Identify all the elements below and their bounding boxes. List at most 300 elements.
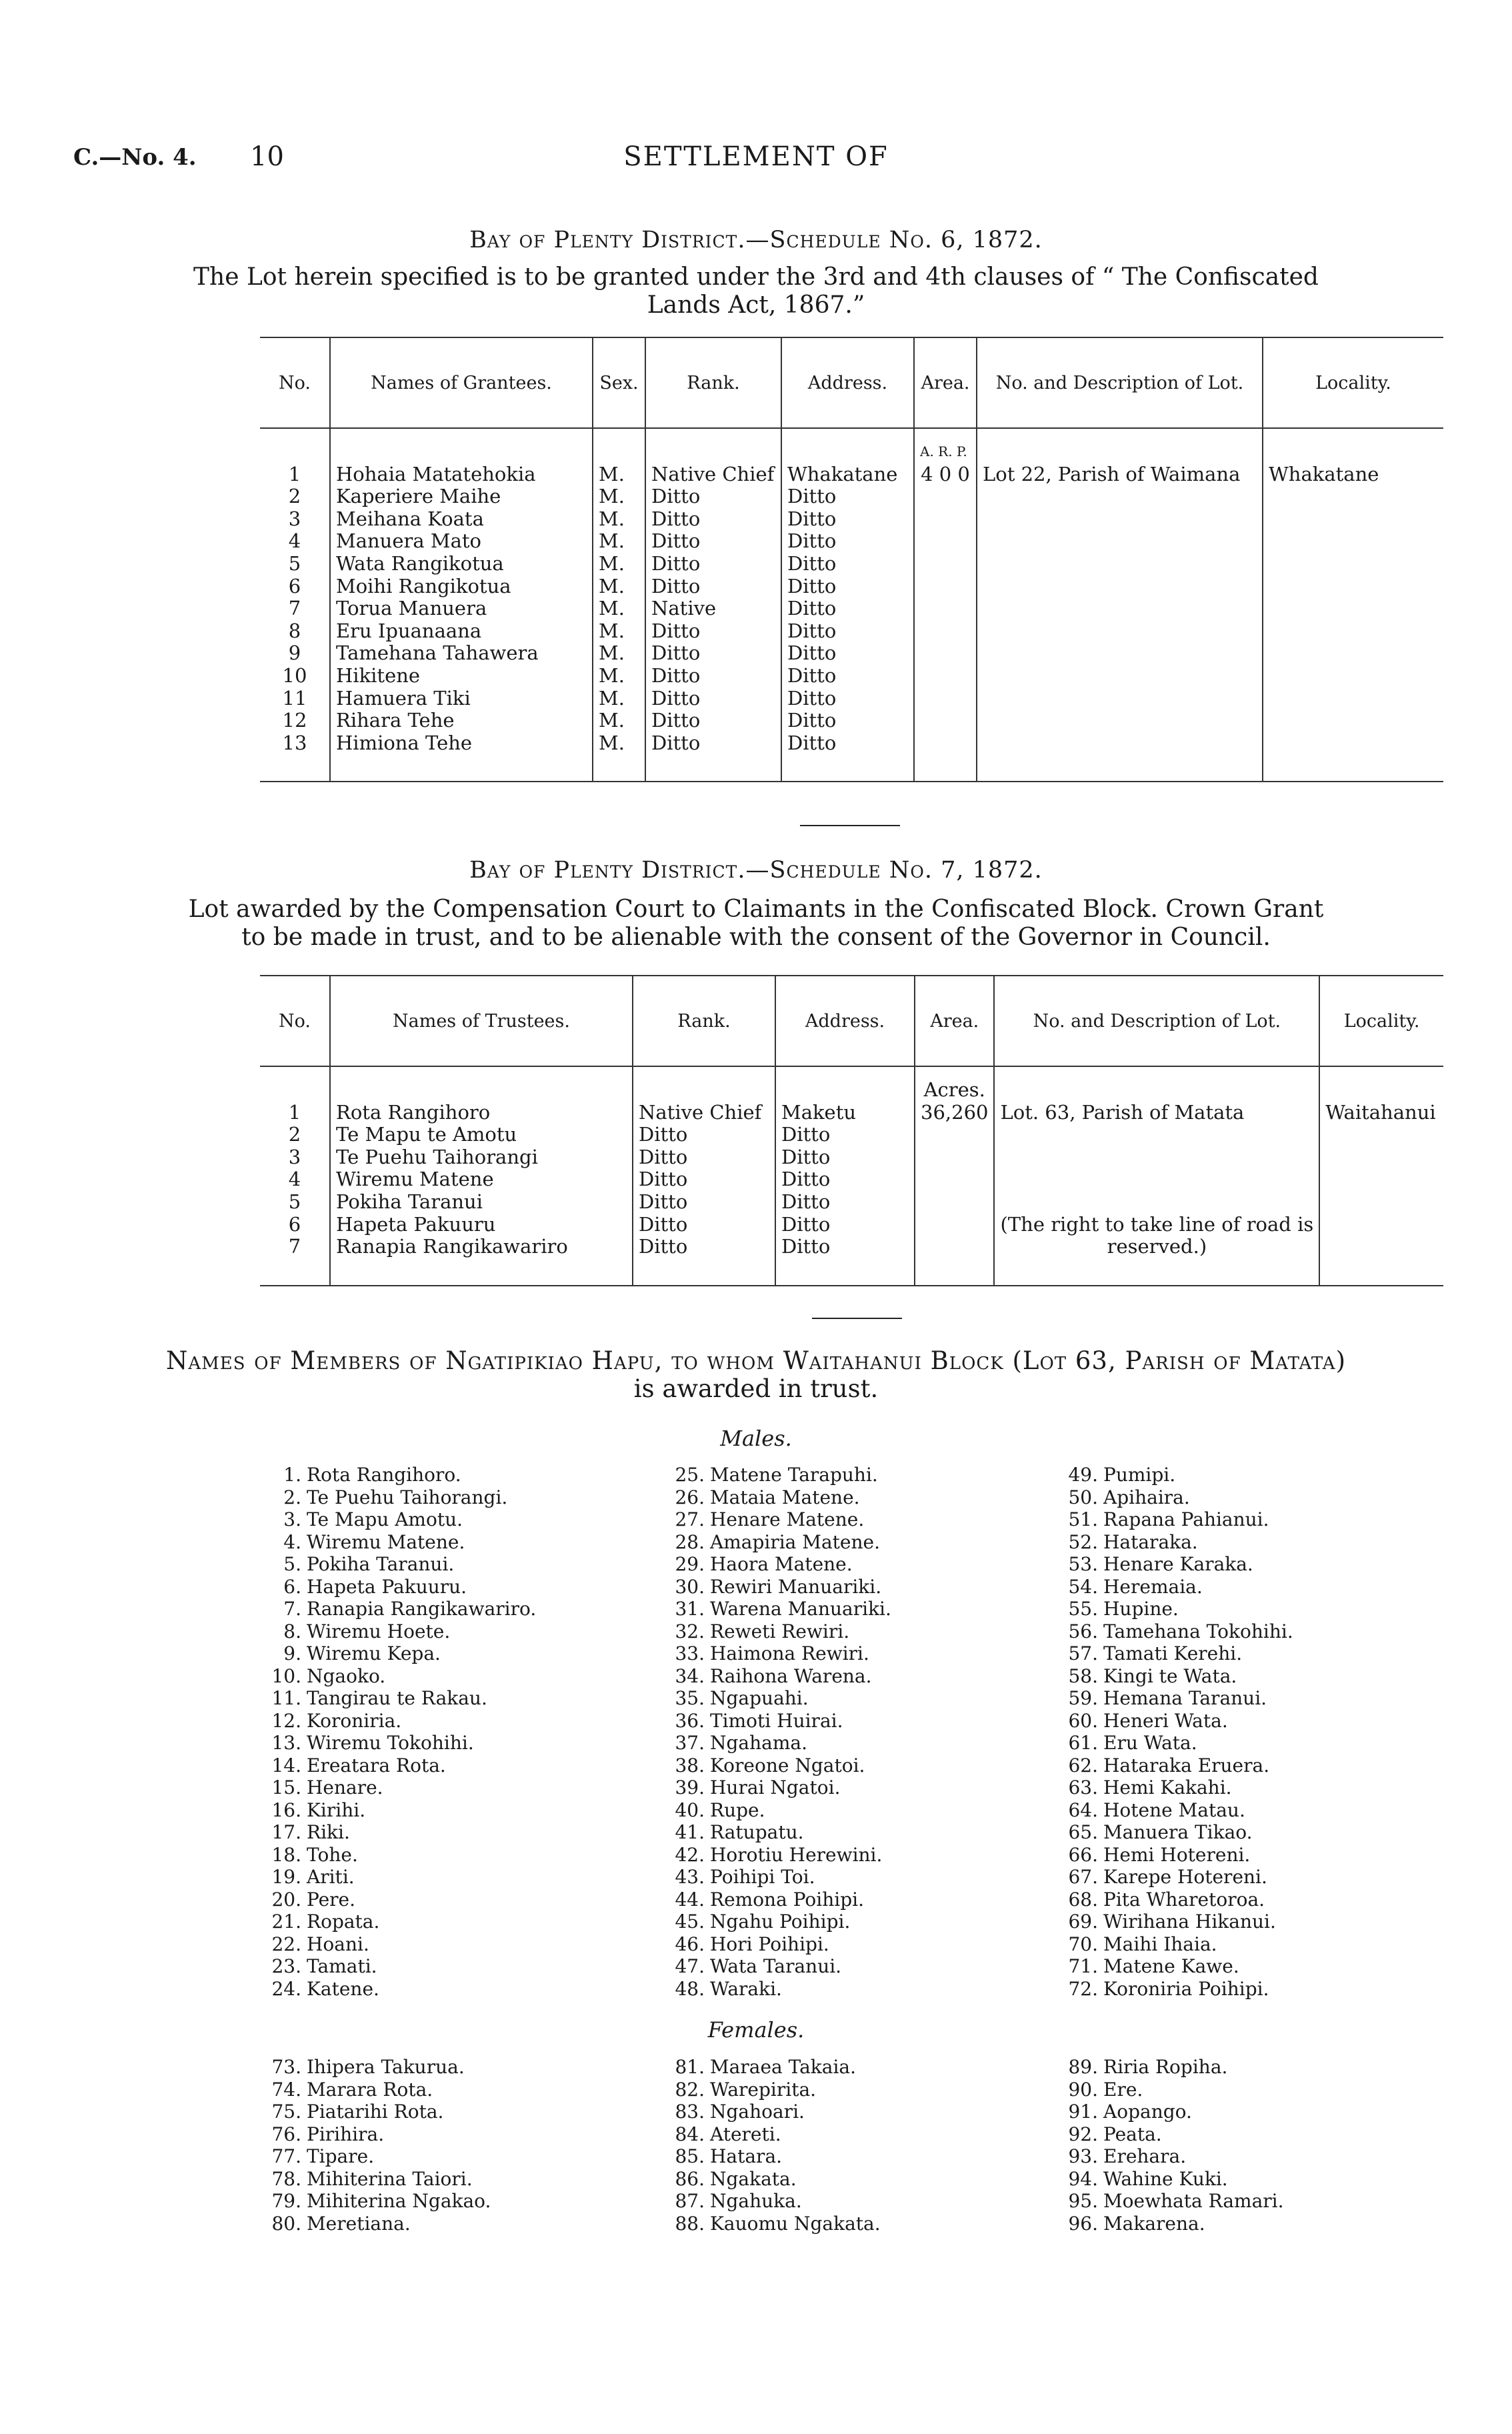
list-item xyxy=(1063,1821,1293,1844)
cell xyxy=(915,1236,994,1258)
member-name: Wiremu Matene. xyxy=(307,1530,465,1553)
list-item xyxy=(1063,1508,1293,1531)
members-title-line1 xyxy=(0,1347,1512,1375)
list-item xyxy=(267,2079,491,2101)
member-name: Ropata. xyxy=(307,1911,380,1933)
member-name: Erehara. xyxy=(1103,2145,1187,2167)
member-name: Ere. xyxy=(1103,2078,1143,2101)
col-locality: Locality. xyxy=(1319,976,1443,1066)
list-item xyxy=(670,2145,881,2168)
list-item xyxy=(670,1933,891,1956)
member-name: Aopango. xyxy=(1103,2101,1192,2123)
member-name: Horotiu Herewini. xyxy=(710,1843,883,1866)
member-number: 66. xyxy=(1068,1843,1098,1866)
member-number: 62. xyxy=(1068,1754,1098,1776)
list-item xyxy=(670,2123,881,2146)
table-row xyxy=(260,530,1443,553)
row-no: 5 xyxy=(260,1191,330,1214)
list-item xyxy=(670,1978,891,2001)
divider xyxy=(800,825,900,826)
member-name: Ngakata. xyxy=(710,2167,797,2190)
sex: M. xyxy=(593,575,645,598)
member-number: 12. xyxy=(271,1709,301,1732)
member-name: Ihipera Takurua. xyxy=(307,2056,465,2078)
cell xyxy=(914,665,977,688)
member-number: 91. xyxy=(1068,2101,1098,2123)
list-item xyxy=(267,1732,536,1754)
schedule7-intro-line1: Lot awarded by the Compensation Court to Claimants in the Confiscated Block. Crown Grant xyxy=(188,896,1324,923)
list-item xyxy=(1063,1933,1293,1956)
page-title: SETTLEMENT OF xyxy=(623,141,889,172)
cell xyxy=(977,428,1263,463)
member-name: Piatarihi Rota. xyxy=(307,2101,444,2123)
member-number: 65. xyxy=(1068,1821,1098,1843)
rank: Ditto xyxy=(645,485,781,508)
list-item xyxy=(670,1911,891,1933)
rank: Ditto xyxy=(645,620,781,643)
member-name: Hemi Kakahi. xyxy=(1103,1776,1232,1798)
cell xyxy=(1319,1191,1443,1214)
member-number: 16. xyxy=(271,1798,301,1821)
cell xyxy=(977,754,1263,782)
member-number: 90. xyxy=(1068,2078,1098,2101)
rank: Ditto xyxy=(633,1214,775,1236)
cell xyxy=(1263,575,1443,598)
area: 36,260 xyxy=(915,1102,994,1124)
list-item xyxy=(1063,1911,1293,1933)
row-no: 6 xyxy=(260,1214,330,1236)
list-item xyxy=(1063,1732,1293,1754)
sex: M. xyxy=(593,553,645,575)
member-name: Hatara. xyxy=(710,2145,783,2167)
member-number: 67. xyxy=(1068,1866,1098,1888)
row-no: 3 xyxy=(260,508,330,531)
col-address: Address. xyxy=(775,976,915,1066)
list-item xyxy=(1063,1665,1293,1688)
cell xyxy=(1263,754,1443,782)
member-name: Tamati Kerehi. xyxy=(1103,1642,1243,1664)
trustee-name: Wiremu Matene xyxy=(330,1168,633,1191)
member-name: Pere. xyxy=(307,1888,356,1911)
member-number: 25. xyxy=(675,1464,705,1486)
member-name: Koreone Ngatoi. xyxy=(710,1754,865,1776)
sex: M. xyxy=(593,597,645,620)
member-number: 92. xyxy=(1068,2123,1098,2145)
member-number: 48. xyxy=(675,1977,705,2000)
member-name: Kingi te Wata. xyxy=(1103,1664,1237,1687)
list-item xyxy=(267,1620,536,1643)
list-item xyxy=(267,1776,536,1799)
rank: Ditto xyxy=(645,688,781,710)
cell xyxy=(914,642,977,665)
member-number: 53. xyxy=(1068,1553,1098,1575)
list-item xyxy=(1063,2123,1284,2146)
member-name: Pumipi. xyxy=(1103,1464,1176,1486)
trustee-name: Te Puehu Taihorangi xyxy=(330,1146,633,1169)
col-area: Area. xyxy=(914,337,977,428)
females-heading: Females. xyxy=(707,2017,805,2043)
address: Ditto xyxy=(781,530,914,553)
member-name: Riki. xyxy=(307,1821,350,1843)
rank: Ditto xyxy=(645,732,781,755)
row-no: 2 xyxy=(260,485,330,508)
col-address: Address. xyxy=(781,337,914,428)
member-number: 14. xyxy=(271,1754,301,1776)
list-item xyxy=(267,1531,536,1554)
list-item xyxy=(267,1642,536,1665)
schedule7-table xyxy=(260,975,1443,1286)
member-name: Tamehana Tokohihi. xyxy=(1103,1620,1293,1642)
list-item xyxy=(670,1710,891,1732)
cell xyxy=(915,1124,994,1146)
list-item xyxy=(670,1955,891,1978)
table-row xyxy=(260,1214,1443,1236)
member-name: Rapana Pahianui. xyxy=(1103,1508,1269,1530)
member-number: 49. xyxy=(1068,1464,1098,1486)
member-name: Henare Karaka. xyxy=(1103,1553,1253,1575)
females-column-1 xyxy=(267,2056,491,2235)
grantee-name: Meihana Koata xyxy=(330,508,593,531)
row-no: 9 xyxy=(260,642,330,665)
member-name: Wiremu Tokohihi. xyxy=(307,1732,474,1754)
list-item xyxy=(1063,2145,1284,2168)
row-no: 4 xyxy=(260,530,330,553)
cell xyxy=(593,754,645,782)
member-number: 31. xyxy=(675,1598,705,1620)
member-name: Tamati. xyxy=(307,1955,377,1977)
schedule6-intro-line2: Lands Act, 1867.” xyxy=(647,291,865,319)
cell xyxy=(1263,553,1443,575)
member-name: Ngahu Poihipi. xyxy=(710,1911,851,1933)
address: Ditto xyxy=(781,688,914,710)
list-item xyxy=(267,1553,536,1576)
table-row xyxy=(260,1236,1443,1258)
member-name: Kauomu Ngakata. xyxy=(710,2212,881,2235)
member-name: Warepirita. xyxy=(710,2078,817,2101)
list-item xyxy=(670,1464,891,1486)
row-no: 12 xyxy=(260,710,330,732)
list-item xyxy=(267,1710,536,1732)
member-name: Wiremu Hoete. xyxy=(307,1620,451,1642)
row-no: 7 xyxy=(260,1236,330,1258)
address: Ditto xyxy=(781,553,914,575)
member-name: Marara Rota. xyxy=(307,2078,433,2101)
cell xyxy=(915,1258,994,1286)
member-name: Henare Matene. xyxy=(710,1508,865,1530)
member-number: 94. xyxy=(1068,2167,1098,2190)
member-number: 95. xyxy=(1068,2190,1098,2212)
list-item xyxy=(267,1464,536,1486)
cell xyxy=(977,665,1263,688)
cell xyxy=(994,1168,1319,1191)
member-number: 10. xyxy=(271,1664,301,1687)
list-item xyxy=(1063,1531,1293,1554)
member-number: 54. xyxy=(1068,1575,1098,1598)
member-name: Rewiri Manuariki. xyxy=(710,1575,882,1598)
address: Ditto xyxy=(781,597,914,620)
member-name: Mihiterina Taiori. xyxy=(307,2167,473,2190)
member-number: 76. xyxy=(271,2123,301,2145)
member-name: Poihipi Toi. xyxy=(710,1866,815,1888)
cell xyxy=(977,642,1263,665)
member-name: Hapeta Pakuuru. xyxy=(307,1575,467,1598)
col-sex: Sex. xyxy=(593,337,645,428)
list-item xyxy=(670,1889,891,1911)
member-number: 80. xyxy=(271,2212,301,2235)
address: Maketu xyxy=(775,1102,915,1124)
table-row xyxy=(260,463,1443,486)
rank: Ditto xyxy=(633,1191,775,1214)
member-number: 77. xyxy=(271,2145,301,2167)
list-item xyxy=(670,1642,891,1665)
member-number: 34. xyxy=(675,1664,705,1687)
member-name: Ratupatu. xyxy=(710,1821,804,1843)
grantee-name: Hikitene xyxy=(330,665,593,688)
member-number: 7. xyxy=(283,1598,301,1620)
cell xyxy=(781,754,914,782)
table-row xyxy=(260,553,1443,575)
member-name: Heneri Wata. xyxy=(1103,1709,1228,1732)
member-number: 28. xyxy=(675,1530,705,1553)
rank: Ditto xyxy=(633,1146,775,1169)
address: Ditto xyxy=(781,485,914,508)
table-row xyxy=(260,485,1443,508)
list-item xyxy=(670,2168,881,2191)
member-name: Maraea Takaia. xyxy=(710,2056,857,2078)
cell xyxy=(633,1258,775,1286)
cell xyxy=(914,754,977,782)
cell xyxy=(977,508,1263,531)
member-name: Kirihi. xyxy=(307,1798,366,1821)
cell xyxy=(1263,530,1443,553)
member-number: 81. xyxy=(675,2056,705,2078)
member-number: 13. xyxy=(271,1732,301,1754)
list-item xyxy=(670,1754,891,1777)
member-number: 5. xyxy=(283,1553,301,1575)
females-column-2 xyxy=(670,2056,881,2235)
member-name: Koroniria Poihipi. xyxy=(1103,1977,1269,2000)
address: Ditto xyxy=(775,1168,915,1191)
list-item xyxy=(670,2101,881,2123)
divider xyxy=(812,1318,902,1319)
member-name: Remona Poihipi. xyxy=(710,1888,864,1911)
list-item xyxy=(670,1598,891,1620)
member-name: Rota Rangihoro. xyxy=(307,1464,461,1486)
member-name: Wata Taranui. xyxy=(710,1955,842,1977)
cell xyxy=(914,553,977,575)
list-item xyxy=(267,1754,536,1777)
member-number: 44. xyxy=(675,1888,705,1911)
cell xyxy=(914,620,977,643)
cell xyxy=(977,620,1263,643)
member-name: Mihiterina Ngakao. xyxy=(307,2190,491,2212)
grantee-name: Kaperiere Maihe xyxy=(330,485,593,508)
member-number: 38. xyxy=(675,1754,705,1776)
member-number: 52. xyxy=(1068,1530,1098,1553)
member-number: 84. xyxy=(675,2123,705,2145)
member-number: 50. xyxy=(1068,1486,1098,1508)
row-no: 5 xyxy=(260,553,330,575)
cell xyxy=(1263,665,1443,688)
table-row xyxy=(260,597,1443,620)
member-number: 39. xyxy=(675,1776,705,1798)
list-item xyxy=(1063,1620,1293,1643)
list-item xyxy=(1063,2079,1284,2101)
cell xyxy=(330,1066,633,1102)
list-item xyxy=(267,1799,536,1822)
member-number: 85. xyxy=(675,2145,705,2167)
cell xyxy=(1263,508,1443,531)
cell xyxy=(994,1124,1319,1146)
list-item xyxy=(670,2056,881,2079)
list-item xyxy=(267,1665,536,1688)
col-description: No. and Description of Lot. xyxy=(994,976,1319,1066)
member-number: 29. xyxy=(675,1553,705,1575)
table-row xyxy=(260,688,1443,710)
grantee-name: Rihara Tehe xyxy=(330,710,593,732)
cell xyxy=(633,1066,775,1102)
list-item xyxy=(1063,1553,1293,1576)
member-number: 8. xyxy=(283,1620,301,1642)
member-name: Hori Poihipi. xyxy=(710,1933,829,1955)
cell xyxy=(914,508,977,531)
list-item xyxy=(1063,1576,1293,1598)
member-name: Wahine Kuki. xyxy=(1103,2167,1228,2190)
cell xyxy=(977,597,1263,620)
member-name: Pirihira. xyxy=(307,2123,385,2145)
list-item xyxy=(670,2190,881,2213)
rank: Ditto xyxy=(633,1236,775,1258)
rank: Ditto xyxy=(645,553,781,575)
member-number: 86. xyxy=(675,2167,705,2190)
list-item xyxy=(670,1620,891,1643)
locality: Whakatane xyxy=(1269,462,1379,485)
list-item xyxy=(670,1732,891,1754)
address: Ditto xyxy=(781,732,914,755)
col-description: No. and Description of Lot. xyxy=(977,337,1263,428)
cell xyxy=(994,1191,1319,1214)
col-locality: Locality. xyxy=(1263,337,1443,428)
member-number: 26. xyxy=(675,1486,705,1508)
table-row xyxy=(260,1102,1443,1124)
table-row xyxy=(260,1124,1443,1146)
member-name: Hotene Matau. xyxy=(1103,1798,1245,1821)
member-name: Riria Ropiha. xyxy=(1103,2056,1228,2078)
list-item xyxy=(670,1531,891,1554)
member-number: 6. xyxy=(283,1575,301,1598)
member-name: Ngahoari. xyxy=(710,2101,805,2123)
rank: Native Chief xyxy=(645,463,781,486)
cell xyxy=(1263,620,1443,643)
address: Ditto xyxy=(775,1191,915,1214)
address: Ditto xyxy=(775,1146,915,1169)
sex: M. xyxy=(593,665,645,688)
list-item xyxy=(1063,2213,1284,2235)
list-item xyxy=(267,1821,536,1844)
member-number: 59. xyxy=(1068,1687,1098,1709)
cell xyxy=(781,428,914,463)
member-name: Henare. xyxy=(307,1776,383,1798)
table-row xyxy=(260,620,1443,643)
member-name: Tohe. xyxy=(307,1843,358,1866)
member-name: Ngaoko. xyxy=(307,1664,386,1687)
rank: Ditto xyxy=(633,1168,775,1191)
table-row xyxy=(260,508,1443,531)
member-number: 17. xyxy=(271,1821,301,1843)
member-number: 4. xyxy=(283,1530,301,1553)
member-name: Haimona Rewiri. xyxy=(710,1642,869,1664)
members-title-line2: is awarded in trust. xyxy=(633,1374,879,1403)
grantee-name: Hohaia Matatehokia xyxy=(330,463,593,486)
cell xyxy=(1319,1258,1443,1286)
list-item xyxy=(1063,2190,1284,2213)
member-name: Ranapia Rangikawariro. xyxy=(307,1598,537,1620)
rank: Ditto xyxy=(645,530,781,553)
member-number: 30. xyxy=(675,1575,705,1598)
females-column-3 xyxy=(1063,2056,1284,2235)
list-item xyxy=(1063,1754,1293,1777)
members-title-text: Names of Members of Ngatipikiao Hapu, to whom Waitahanui Block (Lot 63, Parish of Matata) xyxy=(165,1346,1347,1375)
lot-description: Lot. 63, Parish of Matata xyxy=(994,1102,1319,1124)
member-name: Hupine. xyxy=(1103,1598,1179,1620)
member-number: 47. xyxy=(675,1955,705,1977)
row-no: 11 xyxy=(260,688,330,710)
address: Ditto xyxy=(781,710,914,732)
cell xyxy=(1263,597,1443,620)
cell xyxy=(915,1168,994,1191)
rank: Ditto xyxy=(645,642,781,665)
cell xyxy=(915,1191,994,1214)
col-names: Names of Grantees. xyxy=(330,337,593,428)
table-row xyxy=(260,732,1443,755)
rank: Native xyxy=(645,597,781,620)
list-item xyxy=(267,1889,536,1911)
rank: Ditto xyxy=(645,665,781,688)
cell xyxy=(1319,1168,1443,1191)
row-no: 10 xyxy=(260,665,330,688)
member-number: 37. xyxy=(675,1732,705,1754)
list-item xyxy=(1063,2056,1284,2079)
list-item xyxy=(670,1576,891,1598)
list-item xyxy=(1063,1486,1293,1509)
member-number: 75. xyxy=(271,2101,301,2123)
list-item xyxy=(267,2145,491,2168)
list-item xyxy=(267,2101,491,2123)
col-trustees: Names of Trustees. xyxy=(330,976,633,1066)
grantee-name: Eru Ipuanaana xyxy=(330,620,593,643)
sex: M. xyxy=(593,530,645,553)
cell xyxy=(977,688,1263,710)
member-name: Hemana Taranui. xyxy=(1103,1687,1267,1709)
member-number: 2. xyxy=(283,1486,301,1508)
address: Ditto xyxy=(775,1124,915,1146)
cell xyxy=(593,428,645,463)
cell xyxy=(1263,688,1443,710)
list-item xyxy=(267,1911,536,1933)
member-name: Haora Matene. xyxy=(710,1553,853,1575)
list-item xyxy=(1063,1955,1293,1978)
rank: Native Chief xyxy=(633,1102,775,1124)
cell xyxy=(260,754,330,782)
member-name: Tipare. xyxy=(307,2145,375,2167)
cell xyxy=(977,732,1263,755)
list-item xyxy=(670,1821,891,1844)
cell xyxy=(994,1066,1319,1102)
males-column-1 xyxy=(267,1464,536,2000)
list-item xyxy=(267,2056,491,2079)
list-item xyxy=(670,1844,891,1867)
member-name: Pita Wharetoroa. xyxy=(1103,1888,1265,1911)
